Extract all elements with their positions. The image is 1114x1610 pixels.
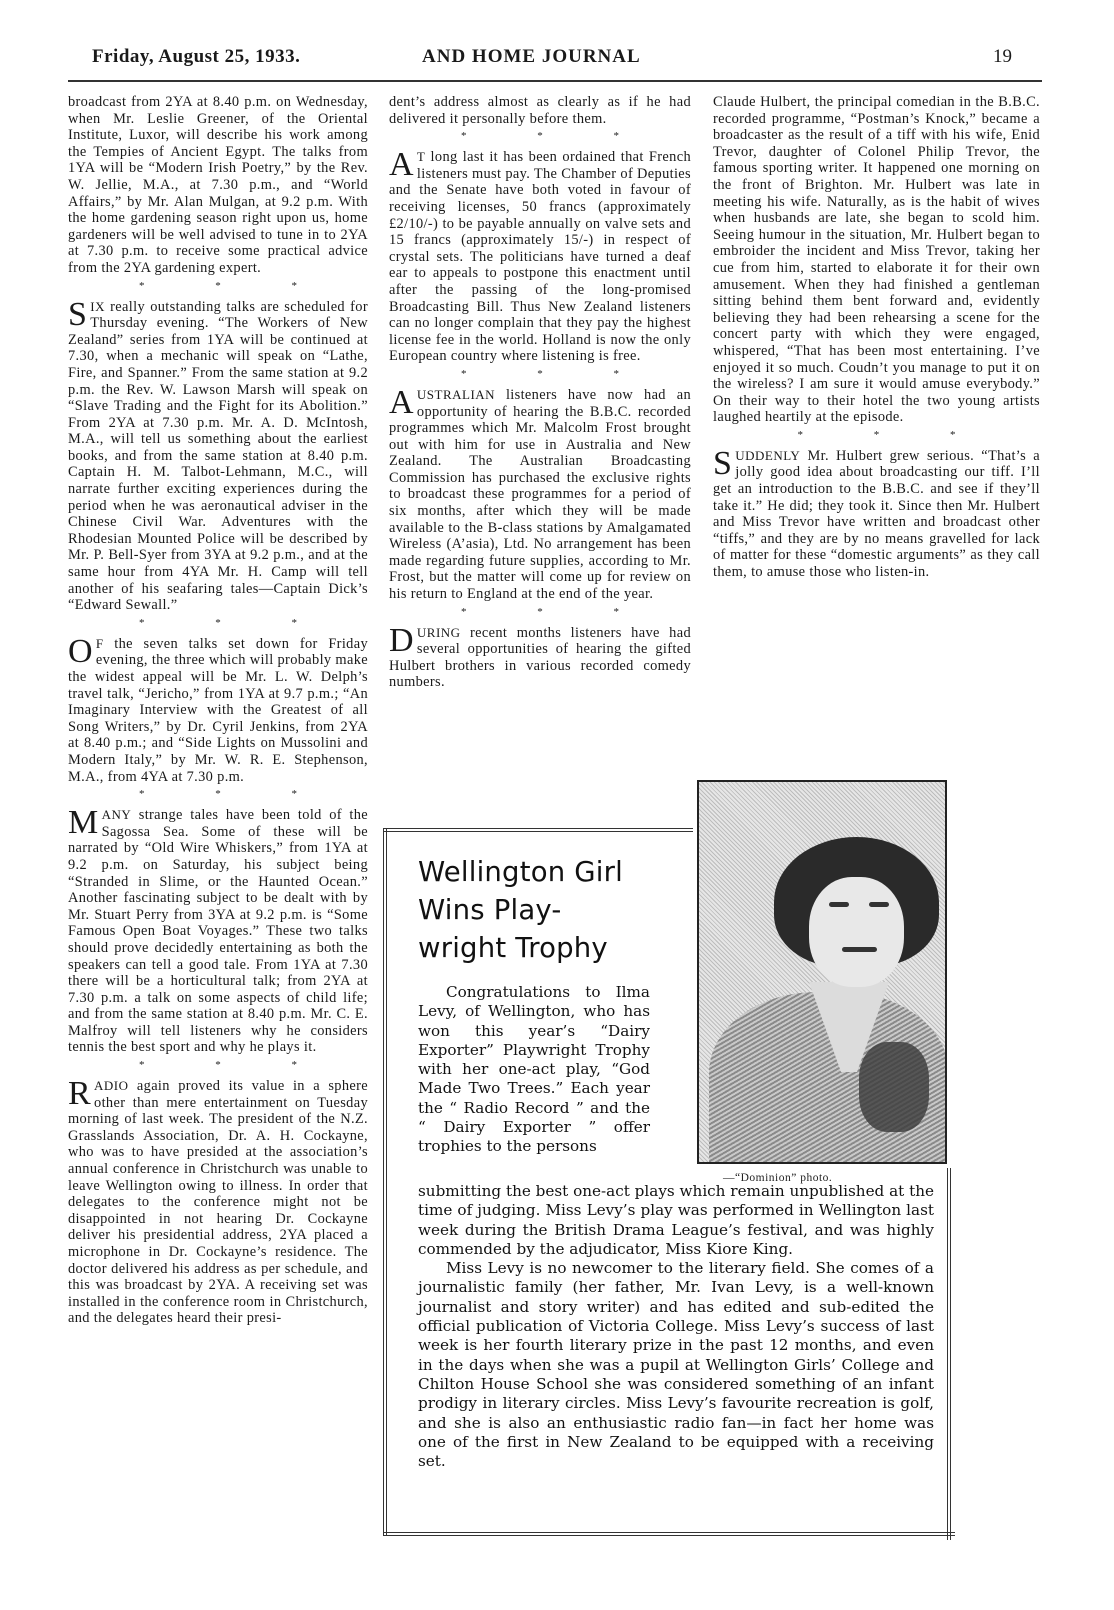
publication-title: AND HOME JOURNAL bbox=[422, 46, 641, 67]
paragraph bbox=[713, 444, 1040, 581]
paragraph-text: long last it has been ordained that French listeners must pay. The Chamber of Deputies and the Senate have both voted in favour of receiving licenses, 50 francs (approximately £2/10/-) to be payable annually on valve sets and 15 francs (approximately 15/-) in respect of crystal sets. The politicians have turned a deaf ear to appeals to postpone this enactment until after the passing of the long-promised Broadcasting Bill. Thus New Zealand listeners can no longer complain that they pay the highest license fee in the world. Holland is now the only European country where listening is free. bbox=[389, 149, 691, 365]
paragraph-text: strange tales have been told of the Sagossa Sea. Some of these will be narrated by “Old Wire Whiskers,” from 1YA at 9.2 p.m. on Saturday, his subject being “Stranded in Slime, or the Haunted Ocean.” Another fascinating subject to be dealt with by Mr. Stuart Perry from 3YA at 9.2 p.m. is “Some Famous Open Boat Voyages.” These two talks should prove decidedly entertaining as both the speakers can tell a good tale. From 1YA at 7.30 there will be a horticultural talk; from 2YA at 7.30 p.m. a talk on some aspects of child life; and from the same station at 8.40 p.m. Mr. C. E. Malfroy will tell listeners why he considers tennis the best sport and why he plays it. bbox=[68, 807, 368, 1056]
lead-in: USTRALIAN bbox=[416, 386, 496, 402]
masthead bbox=[92, 46, 1012, 70]
page-number: 19 bbox=[993, 46, 1012, 67]
separator-stars: * * * bbox=[139, 279, 331, 292]
paragraph-text: really outstanding talks are scheduled for Thursday evening. “The Workers of New Zealand” series from 1YA will be continued at 7.30, when a mechanic will speak on “Lathe, Fire, and Spanner.” From the same station at 9.2 p.m. the Rev. W. Lawson Marsh will speak on “Slave Trading and the Fight for its Abolition.” From 2YA at 7.30 p.m. Mr. A. D. McIntosh, M.A., will tell us something about the earliest books, and from the same station at 8.40 p.m. Captain H. M. Talbot-Lehmann, M.C., will narrate further exciting experiences during the period when he was aeronautical adviser in the Chinese Civil War. Adventures with the Rhodesian Mounted Police will be described by Mr. P. Bell-Syer from 3YA at 9.2 p.m., and at the same hour from 4YA Mr. H. Camp will tell another of his seafaring tales—Captain Dick’s “Edward Sewall.” bbox=[68, 298, 368, 614]
portrait-photo bbox=[697, 780, 947, 1164]
column-3 bbox=[713, 94, 1040, 581]
drop-cap: R bbox=[68, 1075, 92, 1113]
feature-paragraph: Miss Levy is no newcomer to the literary field. She comes of a journalistic family (her father, Mr. Ivan Levy, is a well-known journalist and story writer) and has edited and sub-edited the official publication of Victoria College. Miss Levy’s success of last week is her fourth literary prize in the past 12 months, and even in the days when she was a pupil at Wellington Girls’ College and Chilton House School she was considered something of an infant prodigy in literary circles. Miss Levy’s favourite recreation is golf, and she is also an enthusiastic radio fan—in fact her home was one of the first in New Zealand to be equipped with a receiving set. bbox=[418, 1259, 934, 1471]
paragraph bbox=[389, 146, 691, 365]
separator-stars: * * * bbox=[461, 605, 653, 618]
paragraph bbox=[68, 804, 368, 1056]
photo-face bbox=[809, 877, 904, 987]
photo-mouth bbox=[842, 947, 877, 952]
feature-box-border-top bbox=[383, 828, 693, 832]
paragraph bbox=[68, 632, 368, 785]
separator-stars: * * * bbox=[139, 788, 331, 801]
lead-in: T bbox=[416, 149, 426, 165]
photo-eye bbox=[829, 902, 849, 907]
masthead-rule bbox=[68, 80, 1042, 82]
drop-cap: S bbox=[713, 444, 733, 482]
lead-in: UDDENLY bbox=[735, 447, 801, 463]
lead-in: F bbox=[95, 635, 104, 651]
drop-cap: M bbox=[68, 804, 99, 842]
paragraph-text: again proved its value in a sphere other than mere entertainment on Tuesday morning of last week. The president of the N.Z. Grasslands Association, Dr. A. H. Cockayne, who was to have presided at the association’s annual conference in Christchurch was unable to leave Wellington owing to illness. In order that delegates to the conference might not be disappointed in not hearing Dr. Cockayne deliver his presidential address, 2YA placed a microphone in Dr. Cockayne’s residence. The doctor delivered his address as per schedule, and this was broadcast by 2YA. A receiving set was installed in the conference room in Christchurch, and the delegates heard their presi- bbox=[68, 1078, 368, 1327]
paragraph bbox=[68, 1075, 368, 1327]
drop-cap: S bbox=[68, 295, 88, 333]
separator-stars: * * * bbox=[461, 367, 653, 380]
drop-cap: O bbox=[68, 632, 93, 670]
paragraph bbox=[68, 295, 368, 614]
feature-box-border-right bbox=[947, 1168, 951, 1540]
headline-line: Wins Play- bbox=[418, 894, 562, 926]
separator-stars: * * * bbox=[139, 1059, 331, 1072]
paragraph bbox=[389, 621, 691, 691]
lead-in: ADIO bbox=[94, 1078, 129, 1094]
lead-in: ANY bbox=[101, 807, 132, 823]
feature-body-narrow bbox=[418, 983, 650, 1157]
photo-eye bbox=[869, 902, 889, 907]
drop-cap: D bbox=[389, 621, 414, 659]
paragraph: Claude Hulbert, the principal comedian in the B.B.C. recorded programme, “Postman’s Knock,” became a broadcaster as the result of a tiff with his wife, Enid Trevor, daughter of Colonel Philip Trevor, the famous sporting writer. It happened one morning on the front of Brighton. Mr. Hulbert was late in meeting his wife. Naturally, as is the habit of wives when husbands are late, she began to scold him. Seeing humour in the situation, Mr. Hulbert began to embroider the incident and Miss Trevor, taking her cue from him, started to elaborate it for their own amusement. When they had finished a gentleman sitting behind them bent forward and, evidently believing they had been rehearsing a scene for the concert party with which they were engaged, whispered, “That has been most entertaining. I’ve enjoyed it so much. Coudn’t you manage to put it on the wireless? I am sure it would amuse everybody.” On their way to their hotel the two young artists laughed heartily at the episode. bbox=[713, 94, 1040, 426]
paragraph-text: listeners have now had an opportunity of hearing the B.B.C. recorded programmes which Mr. Malcolm Frost brought out with him for use in Australia and New Zealand. The Australian Broadcasting Commission has purchased the exclusive rights to broadcast these programmes for a period of six months, after which they will be made available to the B-class stations by Amalgamated Wireless (A’asia), Ltd. No arrangement has been made regarding future supplies, according to Mr. Frost, but the matter will come up for review on his return to England at the end of the year. bbox=[389, 386, 691, 603]
separator-stars: * * * bbox=[139, 616, 331, 629]
paragraph-text: Mr. Hulbert grew serious. “That’s a jolly good idea about broadcasting our tiff. I’ll get an introduction to the B.B.C. and see if they’ll take it.” He did; they took it. Since then Mr. Hulbert and Miss Trevor have written and broadcast other “tiffs,” and they are by no means gravelled for lack of matter for these “domestic arguments” as they call them, to amuse those who listen-in. bbox=[713, 447, 1040, 581]
paragraph: broadcast from 2YA at 8.40 p.m. on Wednesday, when Mr. Leslie Greener, of the Oriental Institute, Luxor, will describe his work among the Tempies of Ancient Egypt. The talks from 1YA will be “Modern Irish Poetry,” by the Rev. W. Jellie, M.A., at 7.30 p.m., and “World Affairs,” by Mr. Alan Mulgan, at 9.2 p.m. With the home gardening season right upon us, home gardeners will be well advised to tune in to 2YA at 7.30 p.m. to receive some practical advice from the 2YA gardening expert. bbox=[68, 94, 368, 276]
feature-paragraph: submitting the best one-act plays which remain unpublished at the time of judging. Miss Levy’s play was performed in Wellington last week during the British Drama League’s festival, and was highly commended by the adjudicator, Miss Kiore King. bbox=[418, 1182, 934, 1258]
lead-in: IX bbox=[90, 298, 105, 314]
photo-bow bbox=[859, 1042, 929, 1132]
separator-stars: * * * bbox=[461, 130, 653, 143]
feature-box-border-left bbox=[383, 828, 387, 1536]
issue-date: Friday, August 25, 1933. bbox=[92, 46, 301, 67]
paragraph-text: the seven talks set down for Friday evening, the three which will probably make the widest appeal will be Mr. L. W. Delph’s travel talk, “Jericho,” from 1YA at 9.7 p.m.; “An Imaginary Interview with the Greatest of all Song Writers,” by Dr. Cyril Jenkins, from 2YA at 8.40 p.m.; and “Side Lights on Mussolini and Modern Italy,” by Mr. W. R. E. Stephenson, M.A., from 4YA at 7.30 p.m. bbox=[68, 635, 368, 785]
drop-cap: A bbox=[389, 146, 414, 184]
feature-headline bbox=[418, 853, 678, 967]
column-2 bbox=[389, 94, 691, 691]
feature-paragraph: Congratulations to Ilma Levy, of Wellington, who has won this year’s “Dairy Exporter” Playwright Trophy with her one-act play, “God Made Two Trees.” Each year the “ Radio Record ” and the “ Dairy Exporter ” offer trophies to the persons bbox=[418, 983, 650, 1156]
paragraph: dent’s address almost as clearly as if he had delivered it personally before them. bbox=[389, 94, 691, 127]
headline-line: wright Trophy bbox=[418, 932, 608, 964]
feature-body-wide bbox=[418, 1182, 934, 1471]
headline-line: Wellington Girl bbox=[418, 856, 623, 888]
paragraph-text: recent months listeners have had several opportunities of hearing the gifted Hulbert brothers in various recorded comedy numbers. bbox=[389, 624, 691, 691]
photo-caption: —“Dominion” photo. bbox=[723, 1172, 833, 1184]
drop-cap: A bbox=[389, 383, 414, 421]
paragraph bbox=[389, 383, 691, 603]
separator-stars: * * * bbox=[797, 428, 990, 441]
column-1 bbox=[68, 94, 368, 1327]
lead-in: URING bbox=[416, 624, 461, 640]
feature-box-border-bottom bbox=[383, 1532, 955, 1536]
